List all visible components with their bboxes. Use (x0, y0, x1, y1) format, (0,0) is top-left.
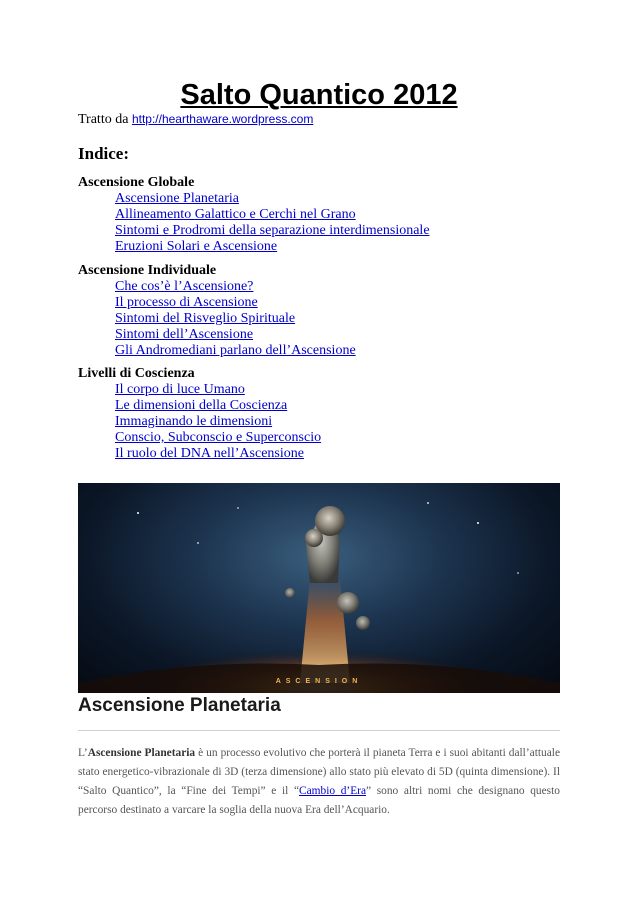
section-divider (78, 730, 560, 731)
toc-item (115, 311, 356, 327)
toc-link[interactable]: Gli Andromediani parlano dell’Ascensione (115, 343, 356, 358)
para-mid: è un processo evolutivo che porterà il pianeta Terra e i suoi abitanti dall’attuale stato energetico-vibrazionale di 3D (terza dimensione) allo stato più elevato di 5D (quinta dimensione). Il “Salto Quantico”, la “Fine dei Tempi” e il “ (78, 747, 560, 797)
toc-item (115, 414, 321, 430)
section-title: Ascensione Planetaria (78, 695, 281, 716)
toc-heading: Ascensione Globale (78, 175, 195, 190)
toc-list (78, 382, 321, 462)
toc-link[interactable]: Sintomi e Prodromi della separazione interdimensionale (115, 223, 430, 238)
image-caption: ASCENSION (275, 678, 363, 685)
source-prefix: Tratto da (78, 112, 132, 127)
toc-item (115, 343, 356, 359)
toc-link[interactable]: Il processo di Ascensione (115, 295, 258, 310)
ascension-illustration (78, 483, 560, 693)
toc-heading: Ascensione Individuale (78, 263, 217, 278)
toc-link[interactable]: Il ruolo del DNA nell’Ascensione (115, 446, 304, 461)
toc-item (115, 295, 356, 311)
toc-link[interactable]: Ascensione Planetaria (115, 191, 240, 206)
toc-item (115, 207, 430, 223)
toc-link[interactable]: Immaginando le dimensioni (115, 414, 273, 429)
toc-item (115, 382, 321, 398)
toc-list (78, 191, 430, 255)
section-paragraph (78, 744, 560, 820)
toc-item (115, 223, 430, 239)
toc-link[interactable]: Il corpo di luce Umano (115, 382, 245, 397)
toc-item (115, 430, 321, 446)
cambio-era-link[interactable]: Cambio d’Era (299, 785, 367, 797)
para-bold: Ascensione Planetaria (87, 747, 196, 759)
toc-link[interactable]: Sintomi dell’Ascensione (115, 327, 254, 342)
source-line (78, 110, 313, 129)
toc-link[interactable]: Allineamento Galattico e Cerchi nel Grano (115, 207, 356, 222)
toc-item (115, 398, 321, 414)
toc-item (115, 446, 321, 462)
toc-item (115, 279, 356, 295)
toc-link[interactable]: Le dimensioni della Coscienza (115, 398, 288, 413)
toc-link[interactable]: Che cos’è l’Ascensione? (115, 279, 254, 294)
toc-item (115, 327, 356, 343)
source-link[interactable]: http://hearthaware.wordpress.com (131, 112, 314, 126)
page-title: Salto Quantico 2012 (180, 79, 458, 111)
toc-list (78, 279, 356, 359)
toc-section-coscienza (78, 366, 321, 462)
toc-section-individuale (78, 263, 356, 359)
para-start: L’ (78, 747, 88, 759)
toc-item (115, 191, 430, 207)
index-heading: Indice: (78, 144, 129, 163)
ascension-image (78, 483, 560, 693)
toc-heading: Livelli di Coscienza (78, 366, 195, 381)
toc-link[interactable]: Eruzioni Solari e Ascensione (115, 239, 278, 254)
para-end: ” sono altri nomi che designano questo percorso destinato a varcare la soglia della nuova Era dell’Acquario. (78, 785, 560, 816)
toc-link[interactable]: Conscio, Subconscio e Superconscio (115, 430, 322, 445)
toc-section-globale (78, 175, 430, 255)
toc-item (115, 239, 430, 255)
toc-link[interactable]: Sintomi del Risveglio Spirituale (115, 311, 296, 326)
